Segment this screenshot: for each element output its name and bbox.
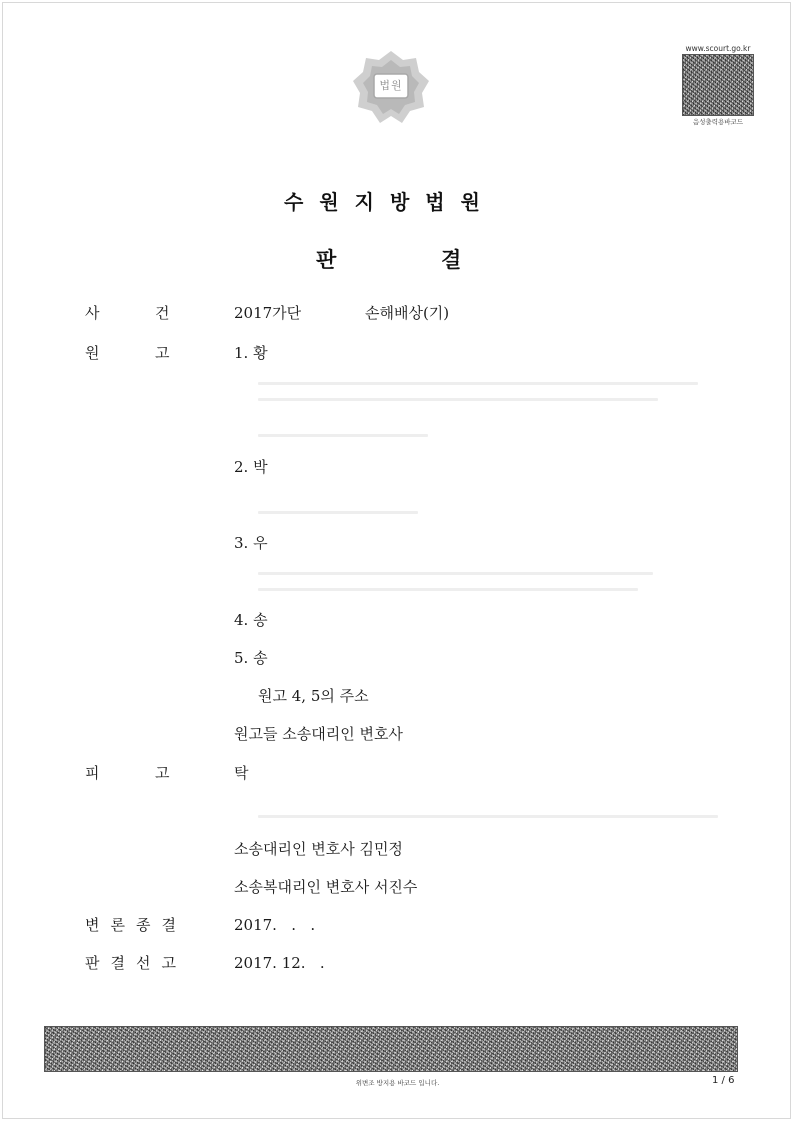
- redaction-mark: [258, 382, 698, 385]
- anti-forgery-barcode: [44, 1026, 738, 1072]
- plaintiff-3: 3. 우: [234, 534, 268, 552]
- defendant-label-char-1: 피: [85, 764, 100, 782]
- case-name: 손해배상(기): [365, 304, 450, 322]
- redaction-mark: [258, 815, 718, 818]
- document-title-left: 판: [316, 248, 337, 272]
- case-label-char-2: 건: [155, 304, 170, 322]
- document-title-right: 결: [441, 248, 462, 272]
- redaction-mark: [258, 398, 658, 401]
- plaintiff-1: 1. 황: [234, 344, 268, 362]
- redaction-mark: [258, 434, 428, 437]
- defendant-label: [85, 763, 170, 783]
- page-number: 1 / 6: [712, 1075, 735, 1086]
- case-number: 2017가단: [234, 304, 302, 322]
- defendant-sub-counsel: 소송복대리인 변호사 서진수: [234, 878, 418, 896]
- case-label-char-1: 사: [85, 304, 100, 322]
- redaction-mark: [258, 588, 638, 591]
- court-emblem: [350, 48, 432, 130]
- court-name: 수원지방법원: [284, 190, 496, 214]
- qr-url: www.scourt.go.kr: [685, 44, 751, 53]
- defendant-counsel: 소송대리인 변호사 김민정: [234, 840, 403, 858]
- barcode-caption: 위변조 방지용 바코드 입니다.: [355, 1079, 440, 1087]
- qr-caption: 음성출력용바코드: [692, 118, 744, 126]
- defendant-name: 탁: [234, 764, 249, 782]
- sentencing-label: 판결선고: [85, 954, 187, 972]
- plaintiff-5: 5. 송: [234, 649, 268, 667]
- defendant-label-char-2: 고: [155, 764, 170, 782]
- emblem-label: 법원: [379, 79, 403, 92]
- plaintiff-4: 4. 송: [234, 611, 268, 629]
- plaintiff-label-char-2: 고: [155, 344, 170, 362]
- case-label: [85, 303, 170, 323]
- closing-date: 2017. . .: [234, 916, 316, 934]
- redaction-mark: [258, 511, 418, 514]
- page-border: [2, 2, 791, 1119]
- plaintiff-counsel: 원고들 소송대리인 변호사: [234, 725, 403, 743]
- sentencing-date: 2017. 12. .: [234, 954, 325, 972]
- plaintiff-label: [85, 343, 170, 363]
- plaintiff-2: 2. 박: [234, 458, 268, 476]
- qr-code: [682, 54, 754, 116]
- plaintiff-label-char-1: 원: [85, 344, 100, 362]
- plaintiff-address-note: 원고 4, 5의 주소: [258, 687, 369, 705]
- closing-label: 변론종결: [85, 916, 187, 934]
- redaction-mark: [258, 572, 653, 575]
